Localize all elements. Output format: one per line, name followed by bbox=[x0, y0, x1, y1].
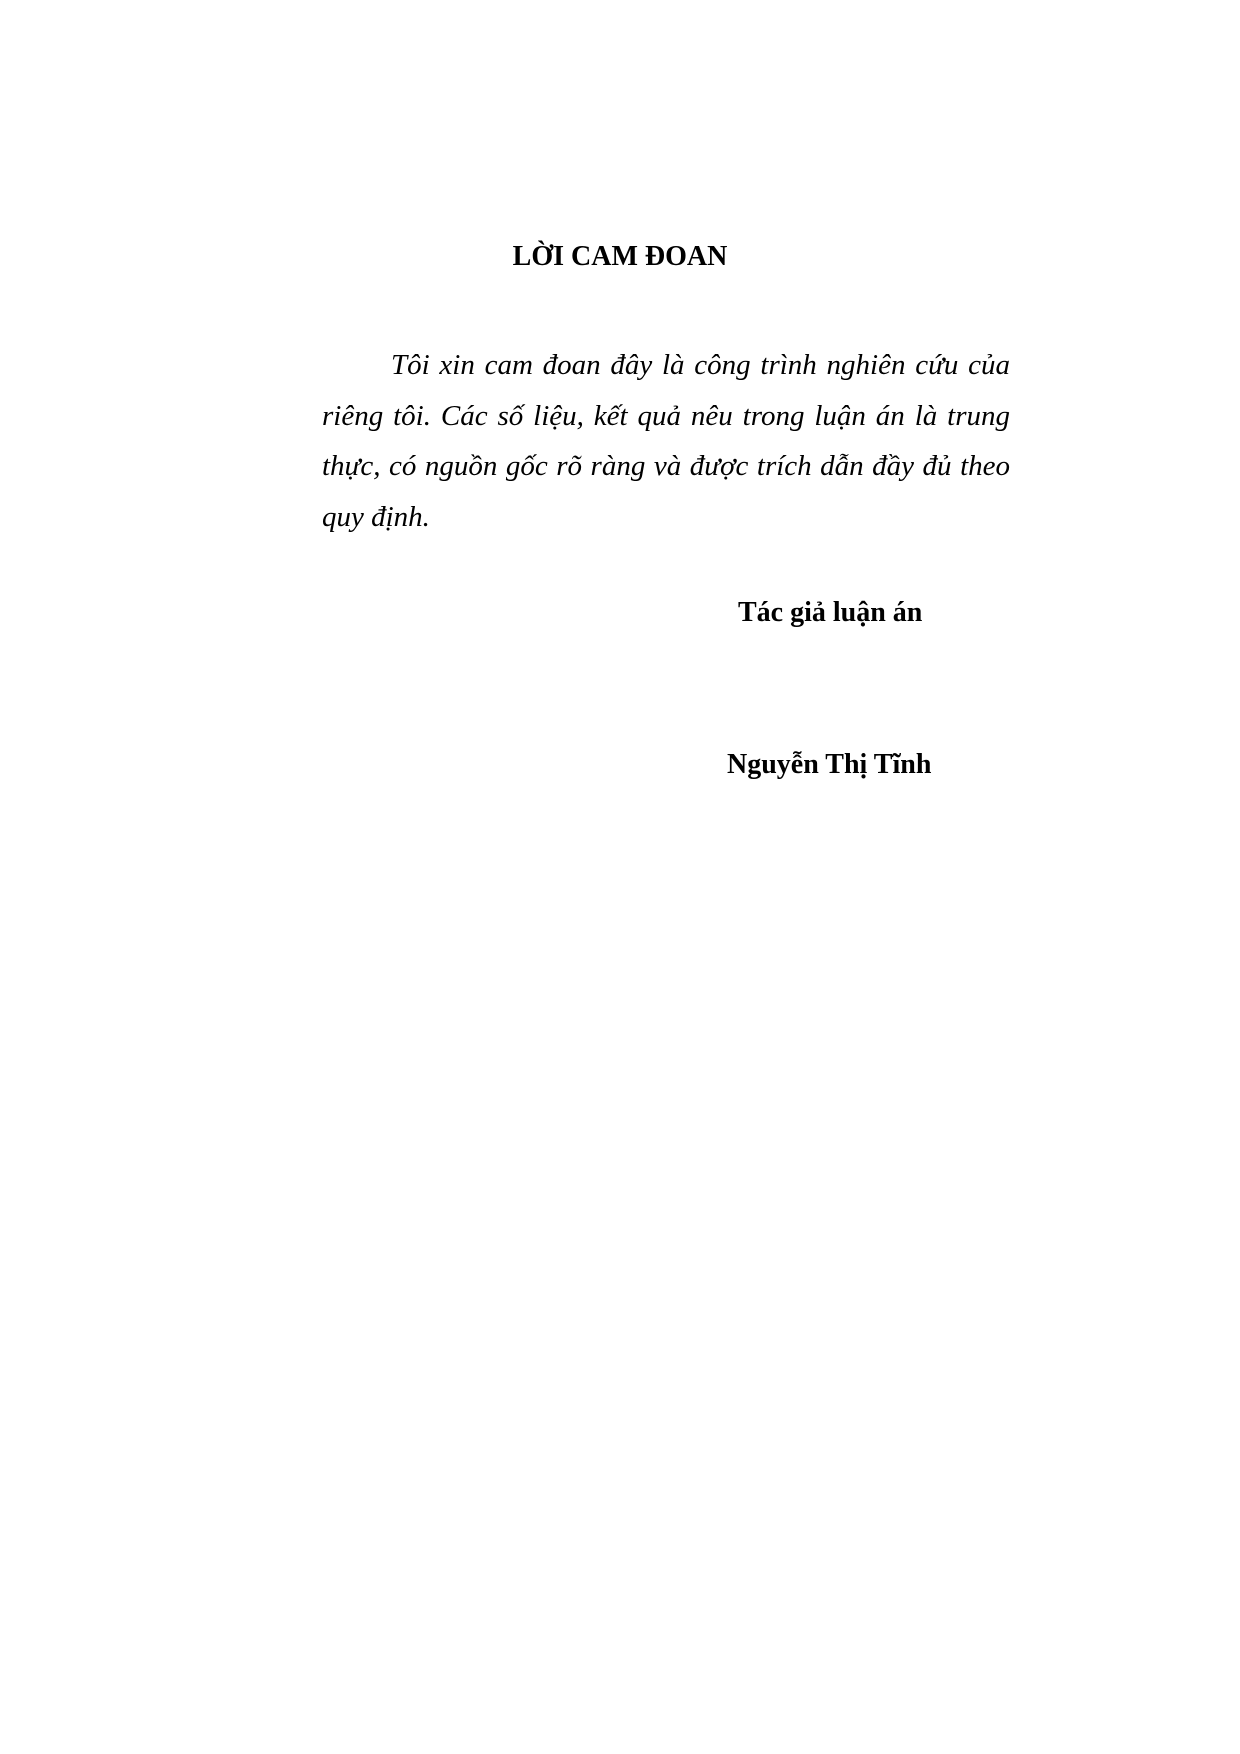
declaration-paragraph: Tôi xin cam đoan đây là công trình nghiên cứu của riêng tôi. Các số liệu, kết quả nêu trong luận án là trung thực, có nguồn gốc rõ ràng và được trích dẫn đầy đủ theo quy định. bbox=[322, 349, 1010, 533]
signature-role: Tác giả luận án bbox=[738, 597, 923, 628]
page-title: LỜI CAM ĐOAN bbox=[512, 241, 728, 272]
signature-name: Nguyễn Thị Tĩnh bbox=[727, 749, 932, 780]
